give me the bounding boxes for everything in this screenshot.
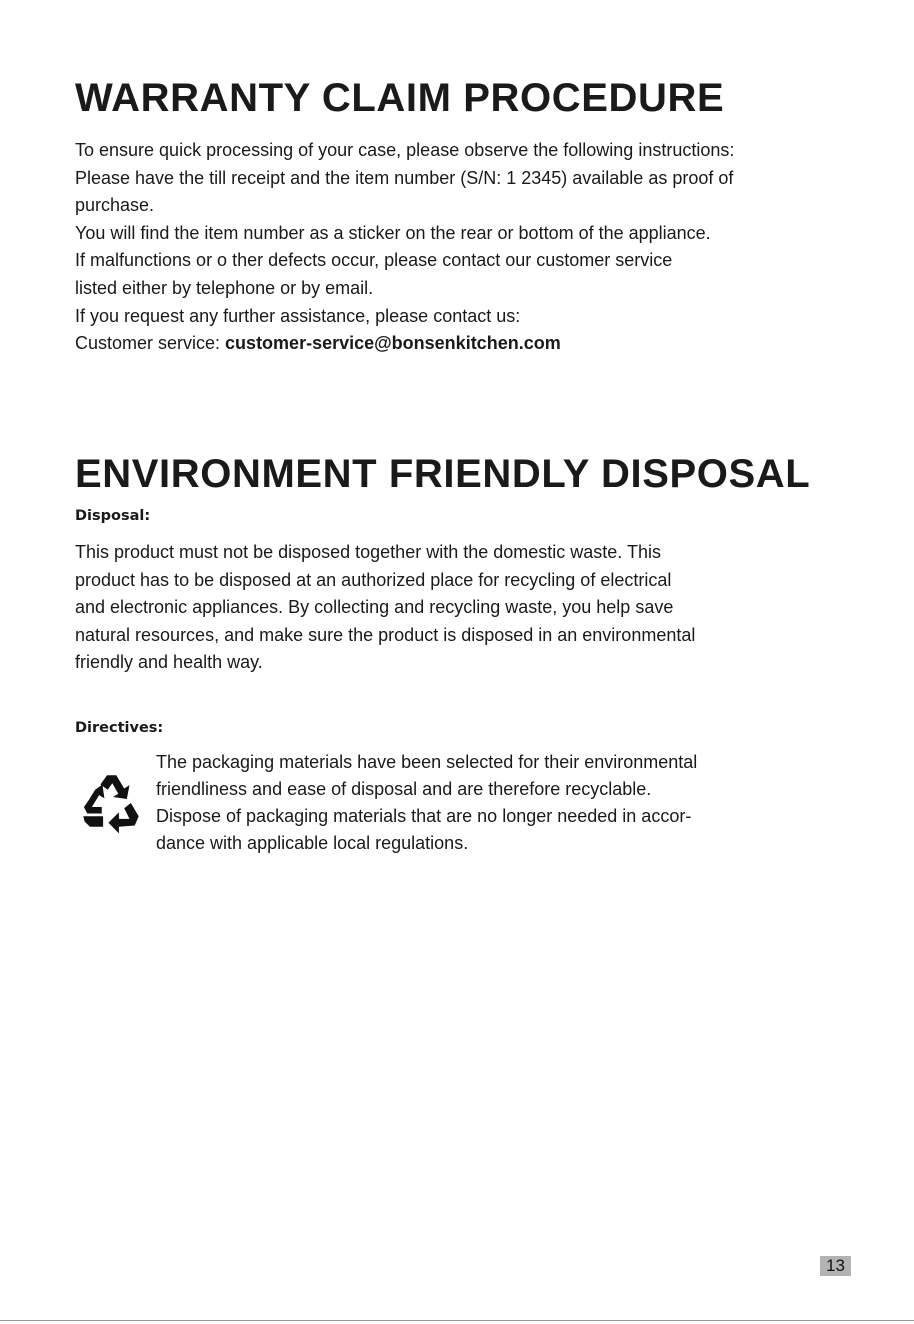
warranty-line: purchase. bbox=[75, 195, 155, 216]
warranty-line: You will find the item number as a sticker on the rear or bottom of the appliance. bbox=[75, 222, 711, 243]
customer-service-email: customer-service@bonsenkitchen.com bbox=[225, 333, 561, 354]
warranty-instructions bbox=[75, 137, 855, 358]
directives-line: friendliness and ease of disposal and are therefore recyclable. bbox=[156, 779, 652, 799]
customer-service-line bbox=[75, 330, 855, 358]
directives-line: dance with applicable local regulations. bbox=[156, 833, 469, 853]
warranty-title: WARRANTY CLAIM PROCEDURE bbox=[75, 76, 725, 120]
recycle-icon bbox=[78, 770, 144, 836]
directives-paragraph bbox=[156, 749, 856, 857]
disposal-line: and electronic appliances. By collecting and recycling waste, you help save bbox=[75, 597, 674, 618]
disposal-line: This product must not be disposed together with the domestic waste. This bbox=[75, 542, 661, 562]
directives-subheading: Directives: bbox=[75, 720, 164, 736]
disposal-title: ENVIRONMENT FRIENDLY DISPOSAL bbox=[75, 452, 811, 496]
directives-line: The packaging materials have been selected for their environmental bbox=[156, 752, 698, 772]
disposal-line: friendly and health way. bbox=[75, 652, 263, 673]
disposal-subheading: Disposal: bbox=[75, 508, 151, 524]
warranty-line: Please have the till receipt and the item number (S/N: 1 2345) available as proof of bbox=[75, 167, 734, 188]
directives-line: Dispose of packaging materials that are no longer needed in accor- bbox=[156, 806, 692, 826]
warranty-line: To ensure quick processing of your case, please observe the following instructions: bbox=[75, 140, 735, 160]
customer-service-label: Customer service: bbox=[75, 333, 226, 354]
page-number: 13 bbox=[820, 1256, 851, 1276]
warranty-line: listed either by telephone or by email. bbox=[75, 277, 374, 298]
warranty-line: If you request any further assistance, please contact us: bbox=[75, 305, 521, 326]
disposal-paragraph bbox=[75, 539, 855, 677]
warranty-line: If malfunctions or o ther defects occur, please contact our customer service bbox=[75, 250, 673, 271]
bottom-rule bbox=[0, 1320, 914, 1321]
disposal-line: natural resources, and make sure the product is disposed in an environmental bbox=[75, 624, 696, 645]
disposal-line: product has to be disposed at an authorized place for recycling of electrical bbox=[75, 569, 672, 590]
